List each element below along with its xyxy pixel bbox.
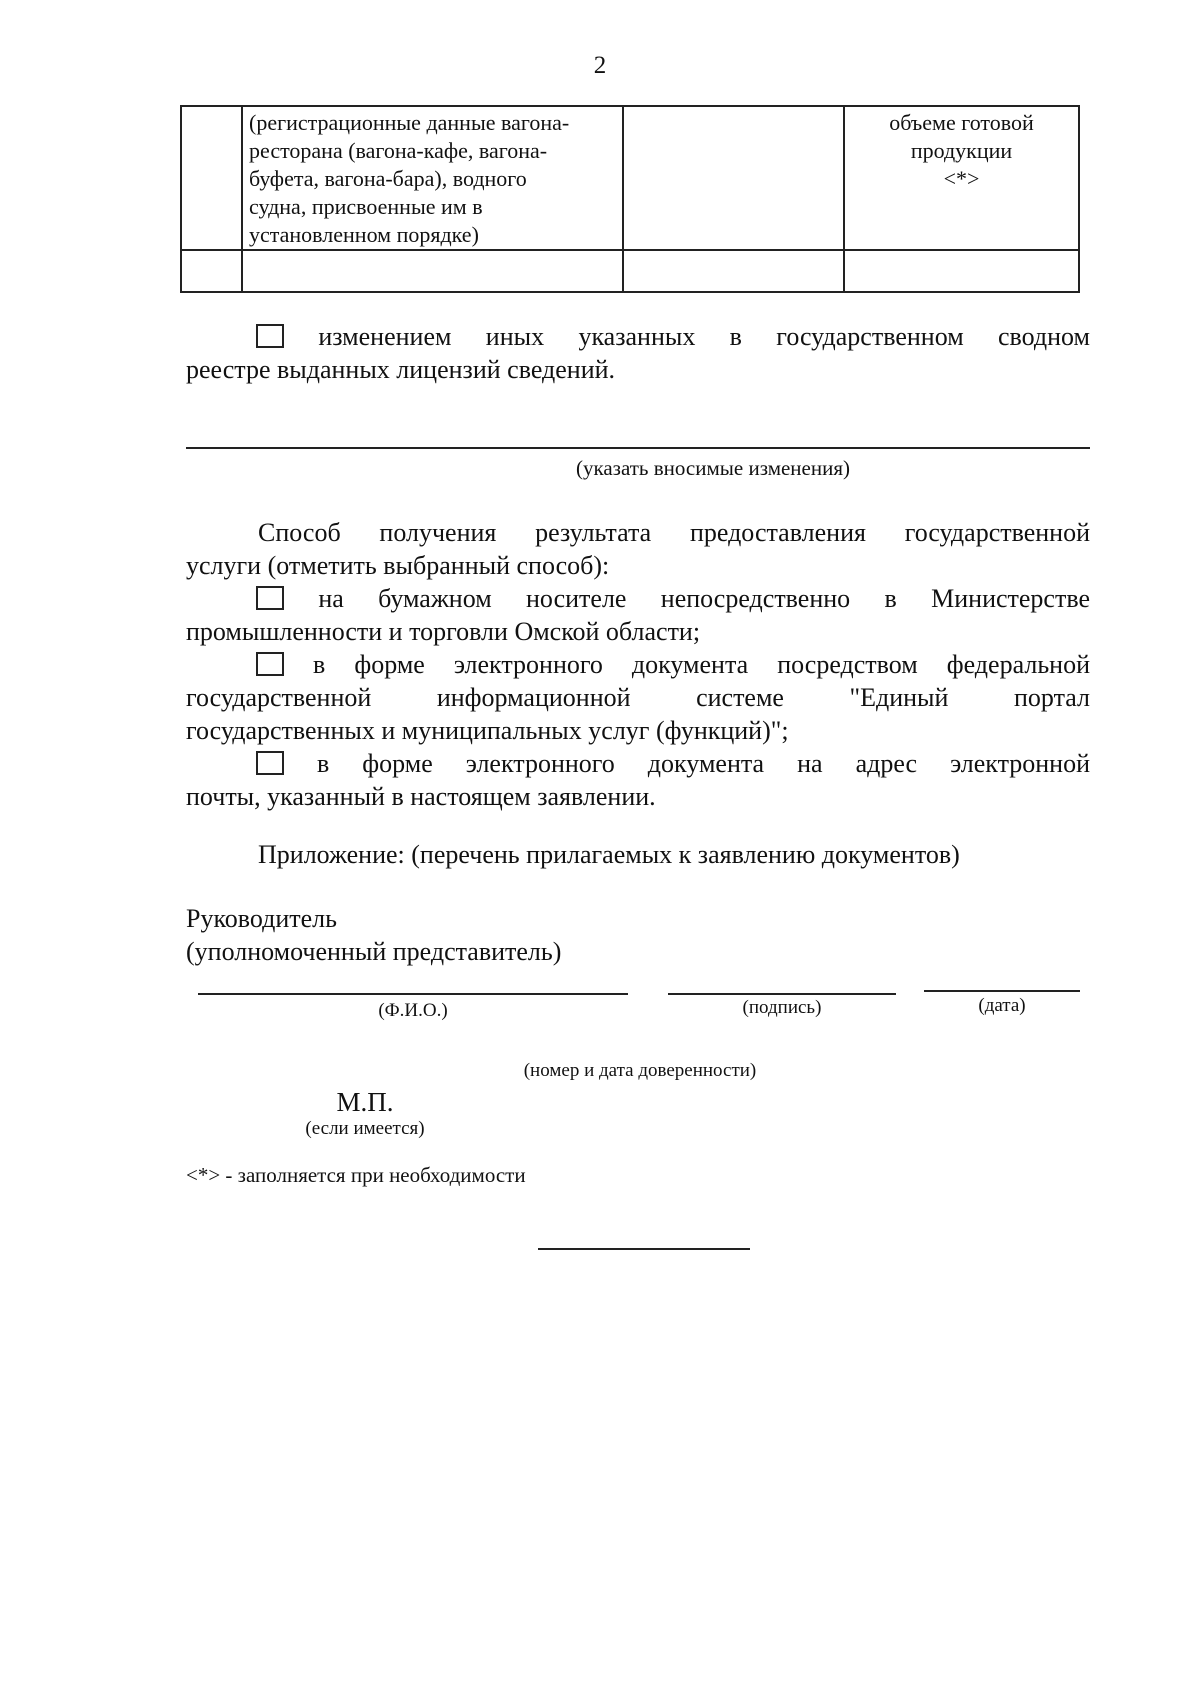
cell-text-line: <*> — [943, 166, 980, 191]
table-cell-registration-data — [242, 106, 623, 250]
table-row — [181, 250, 1079, 292]
table-cell-product-volume — [844, 106, 1079, 250]
change-other-info-paragraph — [186, 320, 1090, 386]
fio-input-line[interactable] — [198, 993, 628, 995]
table-cell-empty — [242, 250, 623, 292]
change-other-checkbox[interactable] — [256, 324, 284, 348]
table-cell-empty — [844, 250, 1079, 292]
method-option-portal — [186, 648, 1090, 681]
end-divider — [538, 1248, 750, 1250]
method-option-email — [186, 747, 1090, 780]
page-number: 2 — [593, 52, 607, 79]
signatory-title: Руководитель — [186, 904, 337, 933]
cell-text-line: (регистрационные данные вагона- — [249, 110, 570, 135]
table-cell-empty — [623, 106, 844, 250]
receipt-method-section — [186, 516, 1090, 813]
method-option-paper — [186, 582, 1090, 615]
method-intro-line: услуги (отметить выбранный способ): — [186, 551, 610, 580]
stamp-label: М.П. — [336, 1087, 394, 1117]
signature-input-line[interactable] — [668, 993, 896, 995]
cell-text-line: объеме готовой — [889, 110, 1034, 135]
fio-caption: (Ф.И.О.) — [378, 1000, 448, 1021]
table-cell-number — [181, 106, 242, 250]
stamp-note: (если имеется) — [305, 1118, 425, 1139]
signature-caption: (подпись) — [742, 997, 822, 1018]
method-option-text: в форме электронного документа посредством федеральной — [313, 650, 1090, 679]
cell-text-line: ресторана (вагона-кафе, вагона- — [249, 138, 548, 163]
method-email-checkbox[interactable] — [256, 751, 284, 775]
changes-input-line[interactable] — [186, 447, 1090, 449]
footnote: <*> - заполняется при необходимости — [186, 1163, 526, 1187]
table-cell-empty — [623, 250, 844, 292]
method-option-text: почты, указанный в настоящем заявлении. — [186, 782, 656, 811]
change-other-line: реестре выданных лицензий сведений. — [186, 355, 616, 384]
method-option-text: промышленности и торговли Омской области; — [186, 617, 701, 646]
cell-text-line: буфета, вагона-бара), водного — [249, 166, 527, 191]
license-details-table — [180, 105, 1080, 293]
method-paper-checkbox[interactable] — [256, 586, 284, 610]
power-of-attorney-caption: (номер и дата доверенности) — [523, 1060, 757, 1081]
table-row — [181, 106, 1079, 250]
cell-text-line: судна, присвоенные им в — [249, 194, 483, 219]
date-input-line[interactable] — [924, 990, 1080, 992]
method-portal-checkbox[interactable] — [256, 652, 284, 676]
signatory-block — [186, 902, 1090, 968]
changes-caption: (указать вносимые изменения) — [575, 456, 850, 480]
change-other-line — [186, 320, 1090, 353]
attachment-line: Приложение: (перечень прилагаемых к заявлению документов) — [258, 840, 960, 869]
cell-text-line: установленном порядке) — [249, 222, 479, 247]
method-option-text: на бумажном носителе непосредственно в Министерстве — [318, 584, 1090, 613]
method-option-text: в форме электронного документа на адрес электронной — [317, 749, 1090, 778]
change-other-text: изменением иных указанных в государственном сводном — [318, 322, 1090, 351]
cell-text-line: продукции — [910, 138, 1013, 163]
method-intro-line: Способ получения результата предоставления государственной — [258, 518, 1090, 547]
method-option-text: государственных и муниципальных услуг (функций)"; — [186, 716, 789, 745]
signatory-subtitle: (уполномоченный представитель) — [186, 937, 562, 966]
table-cell-empty — [181, 250, 242, 292]
method-option-text: государственной информационной системе "Единый портал — [186, 683, 1090, 712]
date-caption: (дата) — [978, 995, 1026, 1016]
